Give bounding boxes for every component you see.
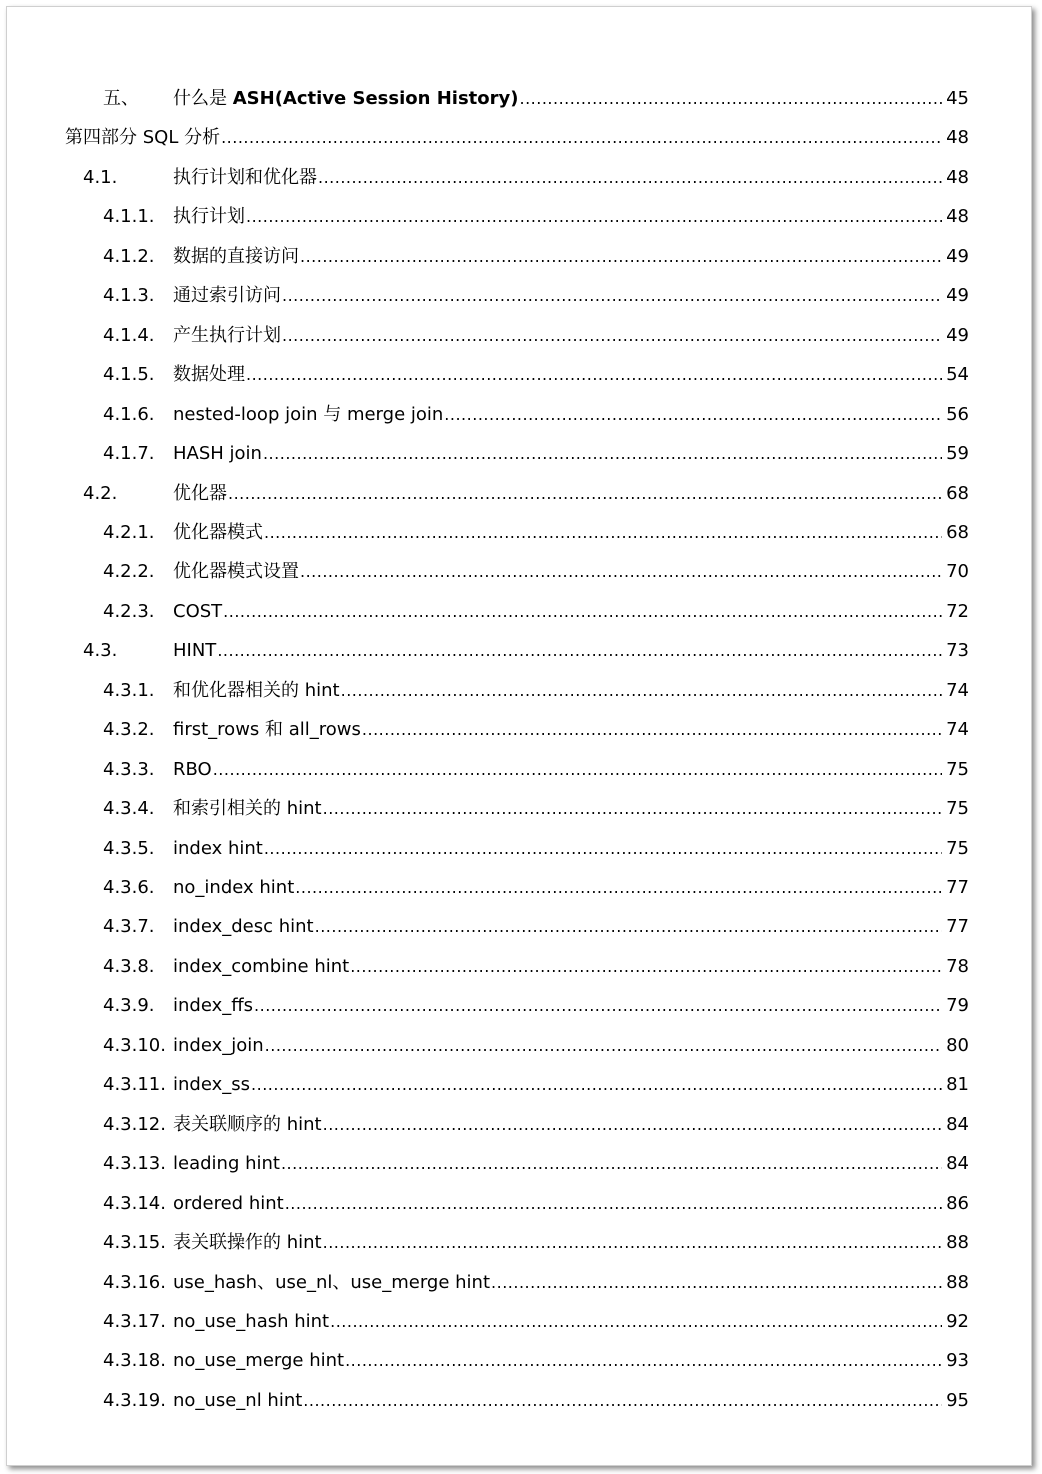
toc-entry-title[interactable]: leading hint <box>173 1153 280 1175</box>
toc-entry[interactable] <box>7 757 1031 783</box>
toc-entry-number: 4.1.2. <box>103 245 155 267</box>
toc-entry-line <box>173 1033 969 1059</box>
toc-entry-title[interactable]: index_join <box>173 1034 264 1056</box>
toc-entry-page-number: 54 <box>946 364 969 386</box>
toc-entry-title[interactable]: 数据的直接访问 <box>173 245 299 267</box>
toc-entry-line <box>173 1230 969 1256</box>
toc-entry-title[interactable]: use_hash、use_nl、use_merge hint <box>173 1271 491 1293</box>
toc-entry-line <box>173 796 969 822</box>
toc-entry-line <box>173 993 969 1019</box>
toc-entry[interactable] <box>7 1191 1031 1217</box>
toc-entry[interactable] <box>7 362 1031 388</box>
toc-entry[interactable] <box>7 323 1031 349</box>
toc-entry-page-number: 77 <box>946 877 969 898</box>
toc-dot-leader <box>254 993 942 1019</box>
toc-entry-title[interactable]: index hint <box>173 837 263 859</box>
toc-entry-title[interactable]: COST <box>173 600 223 622</box>
toc-entry-page-number: 70 <box>946 561 969 583</box>
toc-entry-page-number: 79 <box>946 995 969 1017</box>
toc-entry[interactable] <box>7 1112 1031 1138</box>
toc-entry[interactable] <box>7 86 1031 112</box>
toc-entry[interactable] <box>7 244 1031 270</box>
toc-dot-leader <box>318 165 942 191</box>
toc-dot-leader <box>303 1388 942 1414</box>
toc-entry-line <box>173 520 969 546</box>
toc-entry[interactable] <box>7 559 1031 585</box>
toc-dot-leader <box>223 599 942 625</box>
toc-entry-number: 4.3.2. <box>103 719 155 741</box>
toc-entry-number: 4.1.5. <box>103 364 155 386</box>
toc-entry-number: 4.3.9. <box>103 995 155 1017</box>
toc-entry[interactable] <box>7 1072 1031 1098</box>
toc-entry-page-number: 88 <box>946 1271 969 1293</box>
toc-entry-title[interactable]: 表关联顺序的 hint <box>173 1113 322 1135</box>
toc-dot-leader <box>323 1112 942 1138</box>
toc-entry-number: 4.1.6. <box>103 403 155 425</box>
toc-dot-leader <box>362 717 942 743</box>
toc-entry-title[interactable]: 数据处理 <box>173 364 245 386</box>
toc-entry-title[interactable]: nested-loop join 与 merge join <box>173 403 444 425</box>
toc-entry[interactable] <box>7 914 1031 940</box>
toc-entry-line <box>65 125 969 151</box>
toc-entry-title[interactable]: no_index hint <box>173 877 295 898</box>
toc-entry-page-number: 49 <box>946 285 969 307</box>
toc-entry-number: 4.3.11. <box>103 1074 166 1096</box>
toc-entry-line <box>173 244 969 270</box>
toc-entry-title[interactable]: ordered hint <box>173 1192 284 1214</box>
toc-entry-page-number: 74 <box>946 679 969 701</box>
toc-entry-line <box>173 481 969 507</box>
toc-entry[interactable] <box>7 1230 1031 1256</box>
toc-entry[interactable] <box>7 481 1031 507</box>
toc-entry-line <box>173 1388 969 1414</box>
toc-entry-page-number: 68 <box>946 482 969 504</box>
toc-entry-number: 4.3.8. <box>103 955 155 977</box>
toc-entry[interactable] <box>7 599 1031 625</box>
toc-entry-page-number: 88 <box>946 1232 969 1254</box>
toc-entry-number: 4.3.5. <box>103 837 155 859</box>
toc-entry-line <box>173 1270 969 1296</box>
toc-entry-page-number: 81 <box>946 1074 969 1096</box>
toc-dot-leader <box>213 757 942 783</box>
toc-dot-leader <box>263 441 942 467</box>
toc-entry-page-number: 75 <box>946 837 969 859</box>
toc-entry-number: 4.2.3. <box>103 600 155 622</box>
toc-entry[interactable] <box>7 165 1031 191</box>
toc-entry[interactable] <box>7 402 1031 428</box>
toc-dot-leader <box>444 402 942 428</box>
toc-entry-number: 4.3.1. <box>103 679 155 701</box>
toc-entry-number: 4.1.7. <box>103 443 155 465</box>
toc-entry[interactable] <box>7 993 1031 1019</box>
toc-entry-page-number: 68 <box>946 521 969 543</box>
toc-entry-number: 4.2.1. <box>103 521 155 543</box>
toc-entry[interactable] <box>7 836 1031 862</box>
toc-entry-line <box>173 678 969 704</box>
toc-entry-title[interactable]: index_desc hint <box>173 916 314 938</box>
toc-dot-leader <box>282 283 942 309</box>
toc-dot-leader <box>265 1033 942 1059</box>
toc-entry[interactable] <box>7 204 1031 230</box>
toc-entry-line <box>173 86 969 112</box>
toc-entry[interactable] <box>7 954 1031 980</box>
toc-entry-title[interactable]: index_combine hint <box>173 955 350 977</box>
toc-entry-page-number: 45 <box>946 88 969 109</box>
toc-entry-title[interactable]: 产生执行计划 <box>173 324 281 346</box>
toc-entry-number: 4.3.15. <box>103 1232 166 1254</box>
toc-entry-title[interactable] <box>173 86 518 112</box>
toc-dot-leader <box>228 481 942 507</box>
toc-entry-page-number: 59 <box>946 443 969 465</box>
toc-entry-page-number: 48 <box>946 127 969 149</box>
toc-entry[interactable] <box>7 638 1031 664</box>
toc-entry-line <box>173 1112 969 1138</box>
toc-entry-title[interactable]: index_ss <box>173 1074 251 1096</box>
toc-entry-number: 4.3. <box>83 640 118 662</box>
toc-entry[interactable] <box>7 796 1031 822</box>
toc-entry-page-number: 48 <box>946 206 969 228</box>
toc-entry-number: 4.3.10. <box>103 1034 166 1056</box>
toc-entry-page-number: 77 <box>946 916 969 938</box>
toc-entry-title[interactable]: 和优化器相关的 hint <box>173 679 340 701</box>
toc-entry-page-number: 75 <box>946 798 969 820</box>
toc-entry-line <box>173 441 969 467</box>
toc-entry-title[interactable]: RBO <box>173 758 212 780</box>
toc-entry-page-number: 95 <box>946 1389 969 1411</box>
toc-entry-line <box>173 362 969 388</box>
toc-entry-number: 4.1.1. <box>103 206 155 228</box>
toc-entry-line <box>173 599 969 625</box>
toc-entry-page-number: 56 <box>946 403 969 425</box>
toc-dot-leader <box>246 362 942 388</box>
toc-dot-leader <box>217 638 942 664</box>
toc-entry[interactable] <box>7 678 1031 704</box>
table-of-contents <box>7 7 1031 1465</box>
toc-entry-line <box>173 717 969 743</box>
toc-entry-line <box>173 1348 969 1374</box>
toc-entry-number: 4.3.19. <box>103 1389 166 1411</box>
toc-dot-leader <box>519 86 942 112</box>
toc-dot-leader <box>264 520 942 546</box>
toc-entry-line <box>173 875 969 901</box>
toc-dot-leader <box>315 914 942 940</box>
toc-dot-leader <box>323 1230 942 1256</box>
toc-entry-page-number: 48 <box>946 166 969 188</box>
toc-entry-title[interactable]: index_ffs <box>173 995 254 1017</box>
toc-entry-page-number: 49 <box>946 324 969 346</box>
toc-dot-leader <box>491 1270 942 1296</box>
toc-entry-title[interactable]: 优化器模式设置 <box>173 561 299 583</box>
toc-entry-line <box>173 1151 969 1177</box>
toc-entry-number: 4.1.4. <box>103 324 155 346</box>
toc-entry-number: 4.3.3. <box>103 758 155 780</box>
document-page <box>6 6 1032 1466</box>
toc-entry-line <box>173 757 969 783</box>
toc-dot-leader <box>300 559 942 585</box>
toc-entry[interactable] <box>7 283 1031 309</box>
toc-entry-line <box>173 836 969 862</box>
toc-entry-page-number: 80 <box>946 1034 969 1056</box>
toc-dot-leader <box>264 836 942 862</box>
toc-entry-title[interactable]: first_rows 和 all_rows <box>173 719 361 741</box>
toc-entry-number: 4.3.17. <box>103 1310 166 1332</box>
toc-dot-leader <box>330 1309 942 1335</box>
toc-entry[interactable] <box>7 125 1031 151</box>
toc-dot-leader <box>323 796 942 822</box>
toc-entry-number: 4.3.13. <box>103 1153 166 1175</box>
toc-entry-line <box>173 165 969 191</box>
toc-entry-title[interactable]: no_use_hash hint <box>173 1310 330 1332</box>
toc-entry-page-number: 92 <box>946 1310 969 1332</box>
toc-entry[interactable] <box>7 520 1031 546</box>
toc-entry-title[interactable]: 执行计划和优化器 <box>173 166 317 188</box>
toc-entry-line <box>173 204 969 230</box>
toc-entry-title[interactable]: 和索引相关的 hint <box>173 798 322 820</box>
toc-entry[interactable] <box>7 441 1031 467</box>
toc-entry[interactable] <box>7 1151 1031 1177</box>
toc-entry-page-number: 75 <box>946 758 969 780</box>
toc-entry-number: 4.3.7. <box>103 916 155 938</box>
toc-entry-number: 4.1.3. <box>103 285 155 307</box>
toc-entry-page-number: 84 <box>946 1113 969 1135</box>
toc-entry-line <box>173 954 969 980</box>
toc-entry[interactable] <box>7 1270 1031 1296</box>
toc-entry-line <box>173 1309 969 1335</box>
toc-entry[interactable] <box>7 1388 1031 1414</box>
toc-entry-number: 五、 <box>103 88 139 109</box>
toc-entry-title[interactable]: no_use_merge hint <box>173 1350 345 1372</box>
toc-entry-title[interactable]: 通过索引访问 <box>173 285 281 307</box>
toc-entry-title[interactable]: no_use_nl hint <box>173 1389 303 1411</box>
toc-entry-number: 4.3.14. <box>103 1192 166 1214</box>
toc-entry[interactable] <box>7 1309 1031 1335</box>
toc-dot-leader <box>350 954 942 980</box>
toc-entry-number: 4.3.4. <box>103 798 155 820</box>
toc-entry-number: 4.1. <box>83 166 118 188</box>
toc-entry-number: 4.2. <box>83 482 118 504</box>
toc-entry[interactable] <box>7 717 1031 743</box>
toc-entry[interactable] <box>7 1033 1031 1059</box>
toc-entry-title[interactable]: HINT <box>173 640 217 662</box>
toc-entry[interactable] <box>7 1348 1031 1374</box>
toc-entry-line <box>173 1191 969 1217</box>
toc-entry-line <box>173 638 969 664</box>
toc-dot-leader <box>285 1191 942 1217</box>
toc-entry[interactable] <box>7 875 1031 901</box>
toc-entry-title[interactable]: 表关联操作的 hint <box>173 1232 322 1254</box>
toc-entry-page-number: 78 <box>946 955 969 977</box>
toc-entry-page-number: 73 <box>946 640 969 662</box>
toc-dot-leader <box>295 875 942 901</box>
toc-entry-line <box>173 323 969 349</box>
toc-entry-title[interactable]: 第四部分 SQL 分析 <box>65 127 221 149</box>
toc-entry-title[interactable]: 优化器 <box>173 482 227 504</box>
toc-entry-line <box>173 402 969 428</box>
toc-entry-title[interactable]: 执行计划 <box>173 206 245 228</box>
toc-dot-leader <box>282 323 942 349</box>
toc-entry-number: 4.2.2. <box>103 561 155 583</box>
toc-entry-title-prefix: 什么是 <box>173 88 233 109</box>
toc-entry-page-number: 86 <box>946 1192 969 1214</box>
toc-entry-line <box>173 1072 969 1098</box>
toc-dot-leader <box>341 678 942 704</box>
toc-entry-title[interactable]: 优化器模式 <box>173 521 263 543</box>
toc-dot-leader <box>300 244 942 270</box>
toc-entry-title-bold: ASH(Active Session History) <box>232 88 519 109</box>
toc-dot-leader <box>221 125 942 151</box>
toc-dot-leader <box>251 1072 942 1098</box>
toc-entry-number: 4.3.12. <box>103 1113 166 1135</box>
toc-entry-line <box>173 283 969 309</box>
toc-entry-page-number: 72 <box>946 600 969 622</box>
toc-dot-leader <box>246 204 942 230</box>
toc-entry-page-number: 74 <box>946 719 969 741</box>
toc-entry-number: 4.3.18. <box>103 1350 166 1372</box>
toc-entry-number: 4.3.6. <box>103 877 155 898</box>
toc-entry-page-number: 49 <box>946 245 969 267</box>
toc-dot-leader <box>345 1348 942 1374</box>
toc-entry-title[interactable]: HASH join <box>173 443 262 465</box>
toc-entry-line <box>173 914 969 940</box>
toc-entry-page-number: 84 <box>946 1153 969 1175</box>
toc-entry-page-number: 93 <box>946 1350 969 1372</box>
toc-entry-line <box>173 559 969 585</box>
toc-entry-number: 4.3.16. <box>103 1271 166 1293</box>
toc-dot-leader <box>281 1151 942 1177</box>
